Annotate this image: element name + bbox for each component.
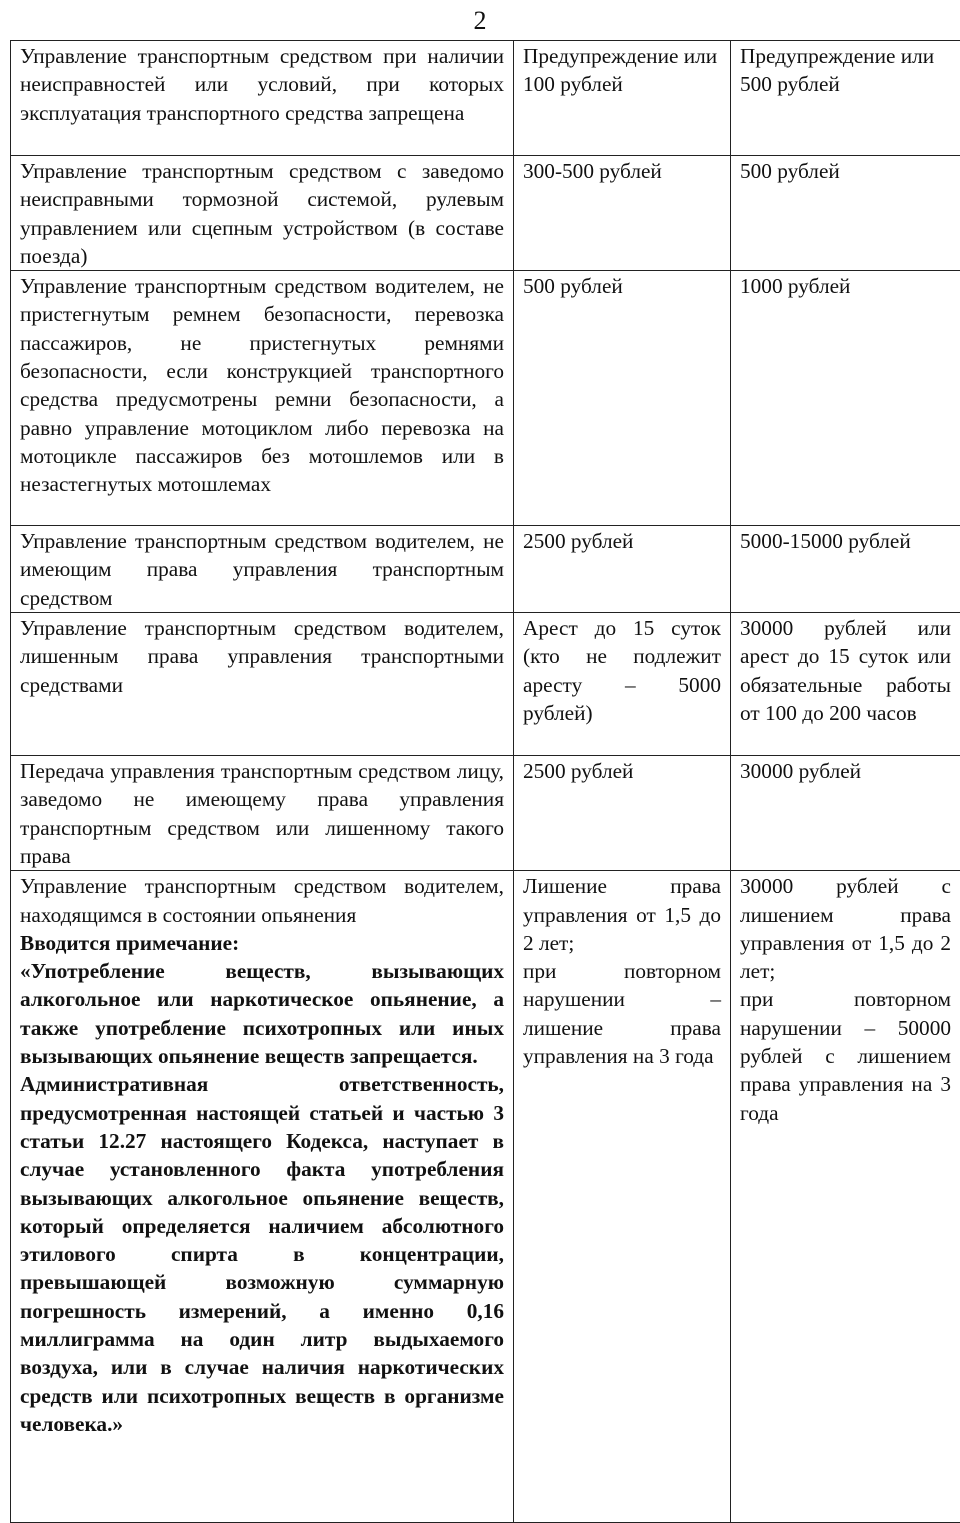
- new-penalty-cell: Предупреждение или 500 рублей: [731, 41, 960, 156]
- table-row: [11, 156, 960, 271]
- new-penalty-cell: 500 рублей: [731, 156, 960, 271]
- old-penalty-cell: 300-500 рублей: [514, 156, 731, 271]
- violation-cell: [11, 871, 514, 1523]
- table-row: [11, 271, 960, 526]
- table-row: [11, 613, 960, 756]
- fines-table: [10, 40, 960, 1523]
- old-penalty-cell: [514, 871, 731, 1523]
- old-penalty-repeat: при повторном нарушении – лишение права управления на 3 года: [523, 957, 721, 1070]
- violation-cell: Управление транспортным средством при наличии неисправностей или условий, при которых эксплуатация транспортного средства запрещена: [11, 41, 514, 156]
- violation-cell: Управление транспортным средством с заведомо неисправными тормозной системой, рулевым управлением или сцепным устройством (в составе поезда): [11, 156, 514, 271]
- note-heading: Вводится примечание:: [20, 929, 504, 957]
- table-row: [11, 871, 960, 1523]
- new-penalty-cell: 30000 рублей или арест до 15 суток или обязательные работы от 100 до 200 часов: [731, 613, 960, 756]
- violation-text: Управление транспортным средством водителем, находящимся в состоянии опьянения: [20, 872, 504, 929]
- old-penalty-cell: 500 рублей: [514, 271, 731, 526]
- old-penalty-cell: 2500 рублей: [514, 756, 731, 871]
- old-penalty-cell: Предупреждение или 100 рублей: [514, 41, 731, 156]
- violation-cell: Управление транспортным средством водителем, не пристегнутым ремнем безопасности, перевозка пассажиров, не пристегнутых ремнями безопасности, если конструкцией транспортного средства предусмотрены ремни безопасности, а равно управление мотоциклом либо перевозка на мотоцикле пассажиров без мотошлемов или в незастегнутых мотошлемах: [11, 271, 514, 526]
- new-penalty-cell: 5000-15000 рублей: [731, 526, 960, 613]
- violation-cell: Передача управления транспортным средством лицу, заведомо не имеющему права управления транспортным средством или лишенному такого права: [11, 756, 514, 871]
- old-penalty-cell: Арест до 15 суток (кто не подлежит аресту – 5000 рублей): [514, 613, 731, 756]
- old-penalty-cell: 2500 рублей: [514, 526, 731, 613]
- new-penalty-first: 30000 рублей с лишением права управления от 1,5 до 2 лет;: [740, 872, 951, 985]
- new-penalty-repeat: при повторном нарушении – 50000 рублей с лишением права управления на 3 года: [740, 985, 951, 1126]
- table-row: [11, 756, 960, 871]
- table-row: [11, 526, 960, 613]
- violation-cell: Управление транспортным средством водителем, лишенным права управления транспортными средствами: [11, 613, 514, 756]
- new-penalty-cell: 1000 рублей: [731, 271, 960, 526]
- old-penalty-first: Лишение права управления от 1,5 до 2 лет;: [523, 872, 721, 957]
- note-text: «Употребление веществ, вызывающих алкогольное или наркотическое опьянение, а также употребление психотропных или иных вызывающих опьянение веществ запрещается.: [20, 957, 504, 1070]
- new-penalty-cell: [731, 871, 960, 1523]
- new-penalty-cell: 30000 рублей: [731, 756, 960, 871]
- table-row: [11, 41, 960, 156]
- note-text: Административная ответственность, предусмотренная настоящей статьей и частью 3 статьи 12.27 настоящего Кодекса, наступает в случае установленного факта употребления вызывающих алкогольное опьянение веществ, который определяется наличием абсолютного этилового спирта в концентрации, превышающей возможную суммарную погрешность измерений, а именно 0,16 миллиграмма на один литр выдыхаемого воздуха, или в случае наличия наркотических средств или психотропных веществ в организме человека.»: [20, 1070, 504, 1438]
- violation-cell: Управление транспортным средством водителем, не имеющим права управления транспортным средством: [11, 526, 514, 613]
- page-number: 2: [0, 5, 960, 37]
